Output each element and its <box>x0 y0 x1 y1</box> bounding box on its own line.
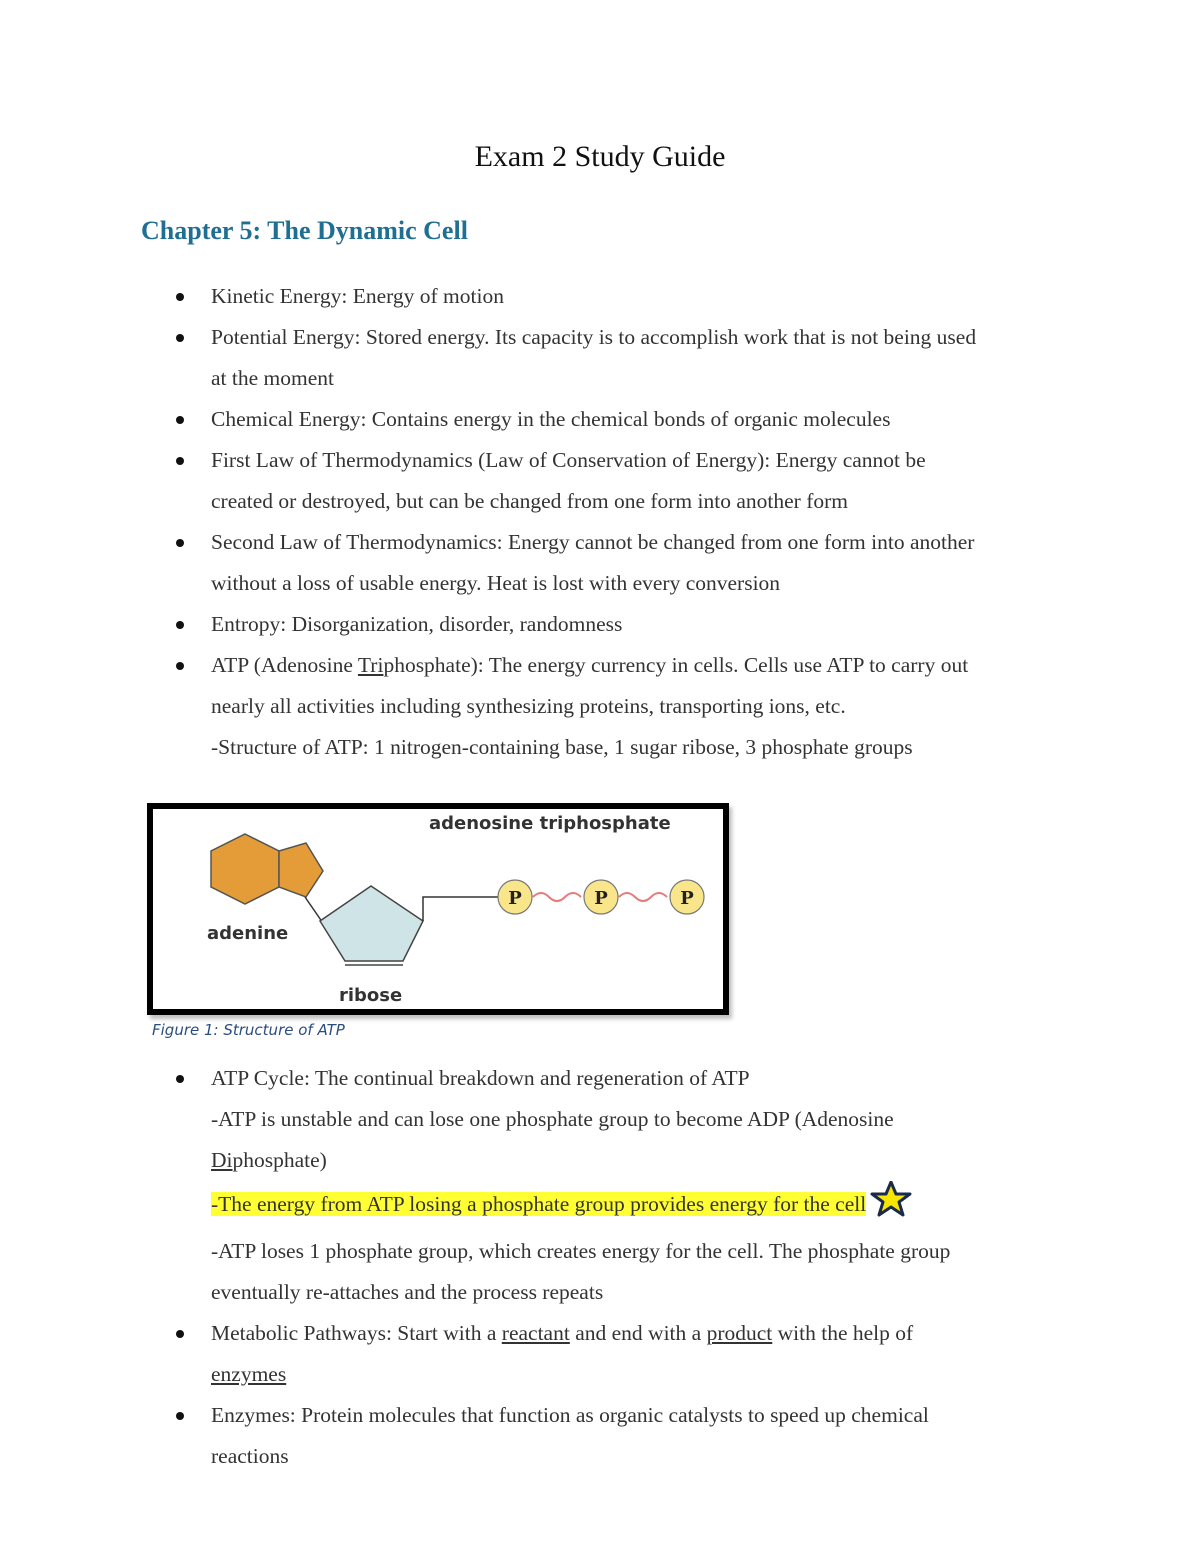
page-title: Exam 2 Study Guide <box>474 140 726 173</box>
bullet-icon <box>176 1412 184 1420</box>
list-item-text: Second Law of Thermodynamics: Energy cannot be changed from one form into another <box>211 530 975 554</box>
list-item <box>0 1395 1200 1477</box>
list-item-text: Chemical Energy: Contains energy in the chemical bonds of organic molecules <box>211 407 891 431</box>
list-item-text: nearly all activities including synthesizing proteins, transporting ions, etc. <box>211 694 846 718</box>
atp-label: adenosine triphosphate <box>429 813 671 834</box>
chapter-heading: Chapter 5: The Dynamic Cell <box>141 216 468 245</box>
high-energy-bond-2 <box>619 893 667 901</box>
text-run: ATP (Adenosine <box>211 653 358 677</box>
text-run: phosphate) <box>232 1148 327 1172</box>
enzymes-line <box>211 1354 1060 1395</box>
list-item-text: -ATP is unstable and can lose one phosphate group to become ADP (Adenosine <box>211 1107 894 1131</box>
list-item <box>0 276 1200 317</box>
bullet-icon <box>176 662 184 670</box>
list-item-text: eventually re-attaches and the process repeats <box>211 1280 604 1304</box>
list-item <box>0 604 1200 645</box>
underlined-reactant: reactant <box>501 1321 570 1345</box>
adenine-label: adenine <box>207 923 289 944</box>
phosphate-2 <box>584 880 618 914</box>
list-item <box>0 317 1200 399</box>
figure-caption: Figure 1: Structure of ATP <box>152 1021 345 1039</box>
text-run: phosphate): The energy currency in cells. Cells use ATP to carry out <box>383 653 969 677</box>
underlined-product: product <box>706 1321 773 1345</box>
text-run: and end with a <box>569 1321 707 1345</box>
list-item <box>0 522 1200 604</box>
list-item-text: Kinetic Energy: Energy of motion <box>211 284 504 308</box>
phosphate-bond <box>423 897 503 921</box>
list-item-text: Enzymes: Protein molecules that function as organic catalysts to speed up chemical <box>211 1403 929 1427</box>
phosphate-label: P <box>508 888 522 909</box>
atp-diagram <box>153 809 723 1009</box>
list-item-text: reactions <box>211 1444 289 1468</box>
underlined-tri: Tri <box>357 653 384 677</box>
list-item <box>0 440 1200 522</box>
list-item-text: ATP Cycle: The continual breakdown and regeneration of ATP <box>211 1066 750 1090</box>
ribose-pentagon <box>320 886 423 961</box>
high-energy-bond-1 <box>533 893 581 901</box>
adenine-pentagon <box>279 843 323 897</box>
phosphate-3 <box>670 880 704 914</box>
energy-bullet-list <box>0 276 1200 768</box>
atp-cycle-bullet-list <box>0 1058 1200 1477</box>
phosphate-label: P <box>680 888 694 909</box>
bullet-icon <box>176 539 184 547</box>
adenine-hexagon <box>211 834 279 904</box>
list-item-text: Potential Energy: Stored energy. Its capacity is to accomplish work that is not being used <box>211 325 977 349</box>
list-item-text: -ATP loses 1 phosphate group, which creates energy for the cell. The phosphate group <box>211 1239 951 1263</box>
bullet-icon <box>176 621 184 629</box>
adp-line <box>211 1140 1060 1181</box>
text-run: with the help of <box>772 1321 914 1345</box>
bullet-icon <box>176 1330 184 1338</box>
bullet-icon <box>176 1075 184 1083</box>
bullet-icon <box>176 457 184 465</box>
phosphate-1 <box>498 880 532 914</box>
underlined-di: Di <box>211 1148 233 1172</box>
metabolic-line <box>211 1313 1060 1354</box>
highlighted-line <box>211 1181 1060 1231</box>
list-item <box>0 399 1200 440</box>
list-item-atp-cycle <box>0 1058 1200 1313</box>
list-item-atp <box>0 645 1200 768</box>
bullet-icon <box>176 334 184 342</box>
bullet-icon <box>176 293 184 301</box>
list-item-metabolic <box>0 1313 1200 1395</box>
text-run: Metabolic Pathways: Start with a <box>211 1321 502 1345</box>
underlined-enzymes: enzymes <box>211 1362 287 1386</box>
list-item-text: at the moment <box>211 366 334 390</box>
phosphate-label: P <box>594 888 608 909</box>
bullet-icon <box>176 416 184 424</box>
atp-figure <box>147 803 729 1015</box>
atp-definition-line <box>211 645 1060 686</box>
list-item-text: created or destroyed, but can be changed from one form into another form <box>211 489 848 513</box>
star-icon <box>870 1181 912 1231</box>
list-item-text: without a loss of usable energy. Heat is lost with every conversion <box>211 571 781 595</box>
list-item-text: Entropy: Disorganization, disorder, randomness <box>211 612 623 636</box>
list-item-text: -Structure of ATP: 1 nitrogen-containing base, 1 sugar ribose, 3 phosphate groups <box>211 735 913 759</box>
highlighted-text: -The energy from ATP losing a phosphate group provides energy for the cell <box>211 1192 867 1216</box>
list-item-text: First Law of Thermodynamics (Law of Conservation of Energy): Energy cannot be <box>211 448 926 472</box>
ribose-label: ribose <box>339 985 403 1006</box>
